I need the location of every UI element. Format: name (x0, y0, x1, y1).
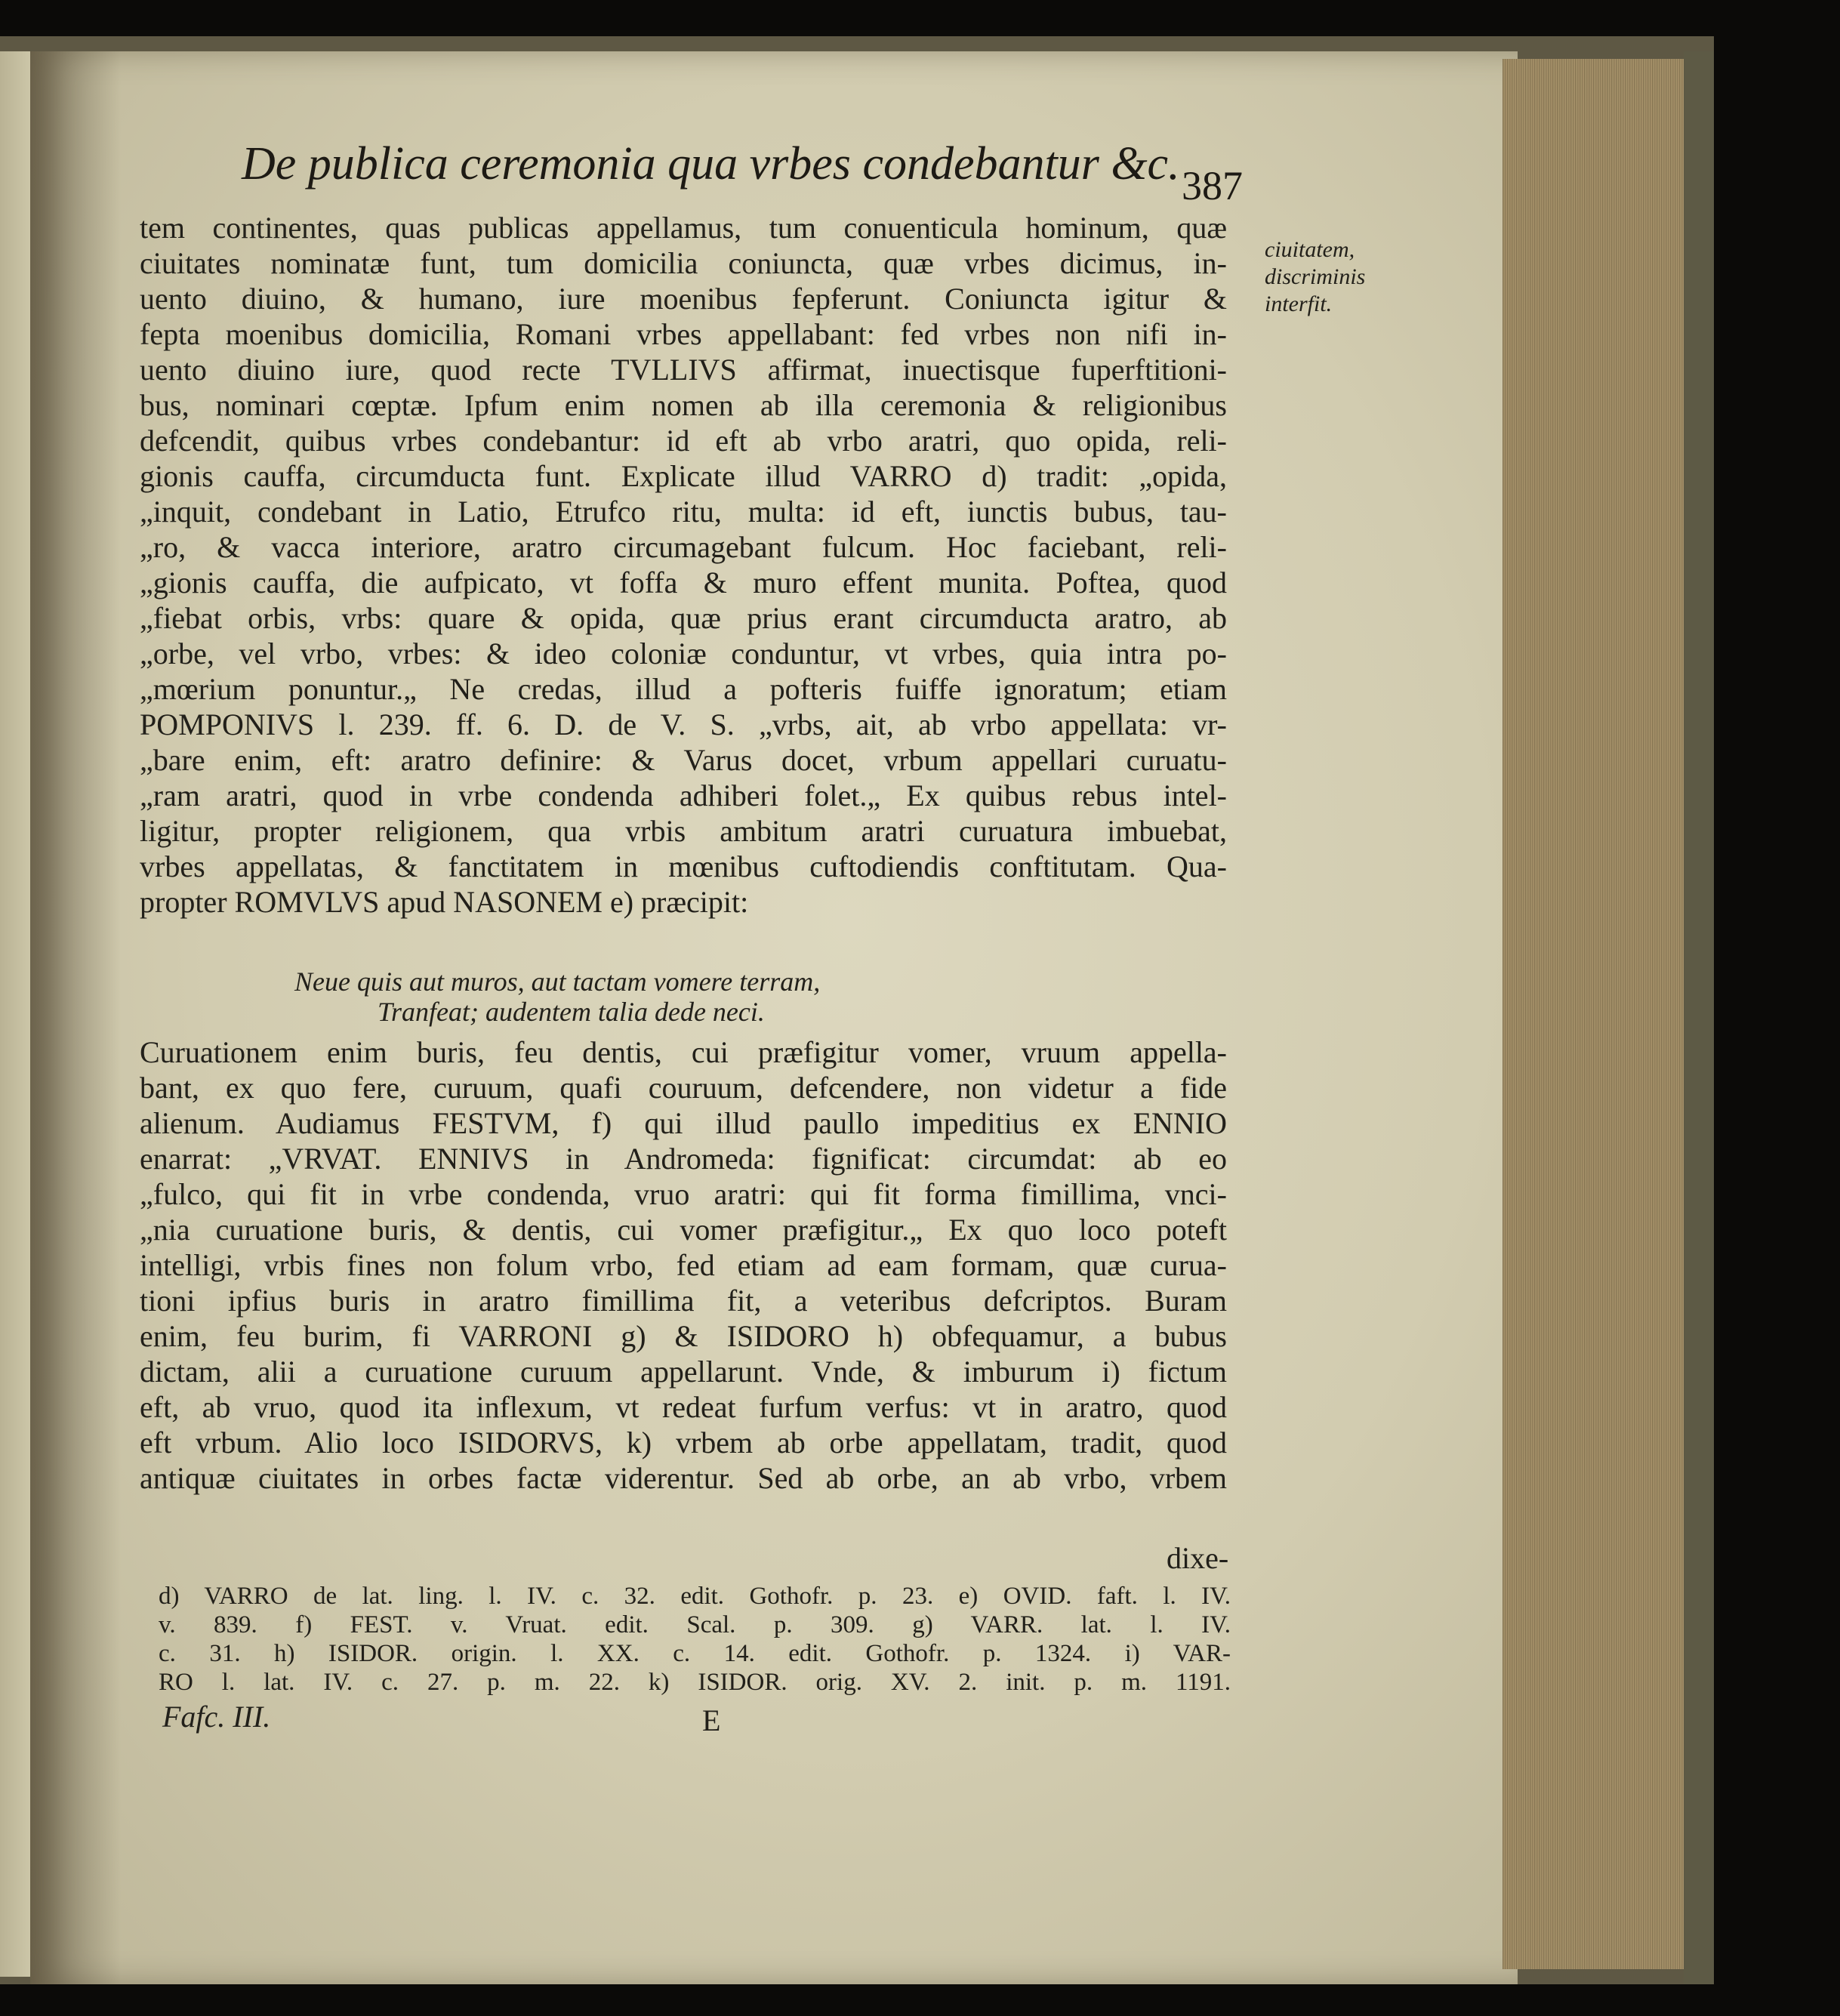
text-line: antiquæ ciuitates in orbes factæ viderentur. Sed ab orbe, an ab vrbo, vrbem (140, 1461, 1227, 1495)
text-line: uento diuino iure, quod recte TVLLIVS affirmat, inuectisque fuperftitioni- (140, 353, 1227, 387)
text-line: „ro, & vacca interiore, aratro circumagebant fulcum. Hoc faciebant, reli- (140, 530, 1227, 564)
text-line: „ram aratri, quod in vrbe condenda adhiberi folet.„ Ex quibus rebus intel- (140, 778, 1227, 812)
page-gutter-shadow (30, 51, 121, 1984)
text-line: POMPONIVS l. 239. ff. 6. D. de V. S. „vrbs, ait, ab vrbo appellata: vr- (140, 707, 1227, 741)
text-line: bus, nominari cœptæ. Ipfum enim nomen ab illa ceremonia & religionibus (140, 388, 1227, 422)
text-line: „orbe, vel vrbo, vrbes: & ideo coloniæ conduntur, vt vrbes, quia intra po- (140, 637, 1227, 670)
text-line: intelligi, vrbis fines non folum vrbo, fed etiam ad eam formam, quæ curua- (140, 1248, 1227, 1282)
catchword: dixe- (1167, 1541, 1229, 1575)
text-line: vrbes appellatas, & fanctitatem in mœnibus cuftodiendis conftitutam. Qua- (140, 849, 1227, 883)
footnote-line: RO l. lat. IV. c. 27. p. m. 22. k) ISIDOR. orig. XV. 2. init. p. m. 1191. (159, 1669, 1231, 1696)
fascicle-signature: Fafc. III. (162, 1700, 271, 1734)
text-line: enim, feu burim, fi VARRONI g) & ISIDORO h) obfequamur, a bubus (140, 1319, 1227, 1353)
margin-note (1265, 236, 1401, 318)
text-line: alienum. Audiamus FESTVM, f) qui illud paullo impeditius ex ENNIO (140, 1106, 1227, 1140)
footnote-line: c. 31. h) ISIDOR. origin. l. XX. c. 14. edit. Gothofr. p. 1324. i) VAR- (159, 1640, 1231, 1667)
text-line: gionis cauffa, circumducta funt. Explicate illud VARRO d) tradit: „opida, (140, 459, 1227, 493)
gathering-mark: E (702, 1703, 721, 1737)
main-text-block (140, 210, 1227, 920)
running-title: De publica ceremonia qua vrbes condebantur &c. (242, 138, 1180, 190)
text-line: „fulco, qui fit in vrbe condenda, vruo aratri: qui fit forma fimillima, vnci- (140, 1177, 1227, 1211)
text-line: „bare enim, eft: aratro definire: & Varus docet, vrbum appellari curuatu- (140, 743, 1227, 777)
text-line: defcendit, quibus vrbes condebantur: id eft ab vrbo aratri, quo opida, reli- (140, 424, 1227, 458)
text-line: eft vrbum. Alio loco ISIDORVS, k) vrbem ab orbe appellatam, tradit, quod (140, 1426, 1227, 1460)
text-line: „nia curuatione buris, & dentis, cui vomer præfigitur.„ Ex quo loco poteft (140, 1213, 1227, 1247)
margin-note-line: interfit. (1265, 291, 1333, 316)
text-line: eft, ab vruo, quod ita inflexum, vt redeat furfum verfus: vt in aratro, quod (140, 1390, 1227, 1424)
text-line: tioni ipfius buris in aratro fimillima fit, a veteribus defcriptos. Buram (140, 1284, 1227, 1318)
text-line: Curuationem enim buris, feu dentis, cui præfigitur vomer, vruum appella- (140, 1035, 1227, 1069)
text-line: uento diuino, & humano, iure moenibus fepferunt. Coniuncta igitur & (140, 282, 1227, 316)
text-line: enarrat: „VRVAT. ENNIVS in Andromeda: fignificat: circumdat: ab eo (140, 1142, 1227, 1176)
text-line: fepta moenibus domicilia, Romani vrbes appellabant: fed vrbes non nifi in- (140, 317, 1227, 351)
verse-quotation (294, 966, 974, 1027)
text-line: „fiebat orbis, vrbs: quare & opida, quæ prius erant circumducta aratro, ab (140, 601, 1227, 635)
text-line: tem continentes, quas publicas appellamus, tum conuenticula hominum, quæ (140, 211, 1227, 245)
footnote-line: d) VARRO de lat. ling. l. IV. c. 32. edit. Gothofr. p. 23. e) OVID. faft. l. IV. (159, 1583, 1231, 1610)
main-text-block-continued (140, 1034, 1227, 1496)
page-block-edges (1503, 59, 1684, 1969)
text-line: ligitur, propter religionem, qua vrbis ambitum aratri curuatura imbuebat, (140, 814, 1227, 848)
footnote-line: v. 839. f) FEST. v. Vruat. edit. Scal. p. 309. g) VARR. lat. l. IV. (159, 1611, 1231, 1638)
verse-line: Neue quis aut muros, aut tactam vomere terram, (294, 966, 821, 997)
page-number: 387 (1182, 163, 1243, 208)
verse-line: Tranfeat; audentem talia dede neci. (378, 997, 765, 1027)
text-line: „gionis cauffa, die aufpicato, vt foffa & muro effent munita. Poftea, quod (140, 566, 1227, 600)
text-line: „inquit, condebant in Latio, Etrufco ritu, multa: id eft, iunctis bubus, tau- (140, 495, 1227, 529)
book-cover-edge (1684, 51, 1714, 1984)
margin-note-line: discriminis (1265, 264, 1366, 289)
text-line: „mœrium ponuntur.„ Ne credas, illud a pofteris fuiffe ignoratum; etiam (140, 672, 1227, 706)
footnotes (159, 1582, 1231, 1697)
text-line: bant, ex quo fere, curuum, quafi couruum, defcendere, non videtur a fide (140, 1071, 1227, 1105)
text-line: ciuitates nominatæ funt, tum domicilia coniuncta, quæ vrbes dicimus, in- (140, 246, 1227, 280)
text-line: dictam, alii a curuatione curuum appellarunt. Vnde, & imburum i) fictum (140, 1355, 1227, 1389)
text-line: propter ROMVLVS apud NASONEM e) præcipit: (140, 885, 749, 919)
margin-note-line: ciuitatem, (1265, 237, 1355, 262)
